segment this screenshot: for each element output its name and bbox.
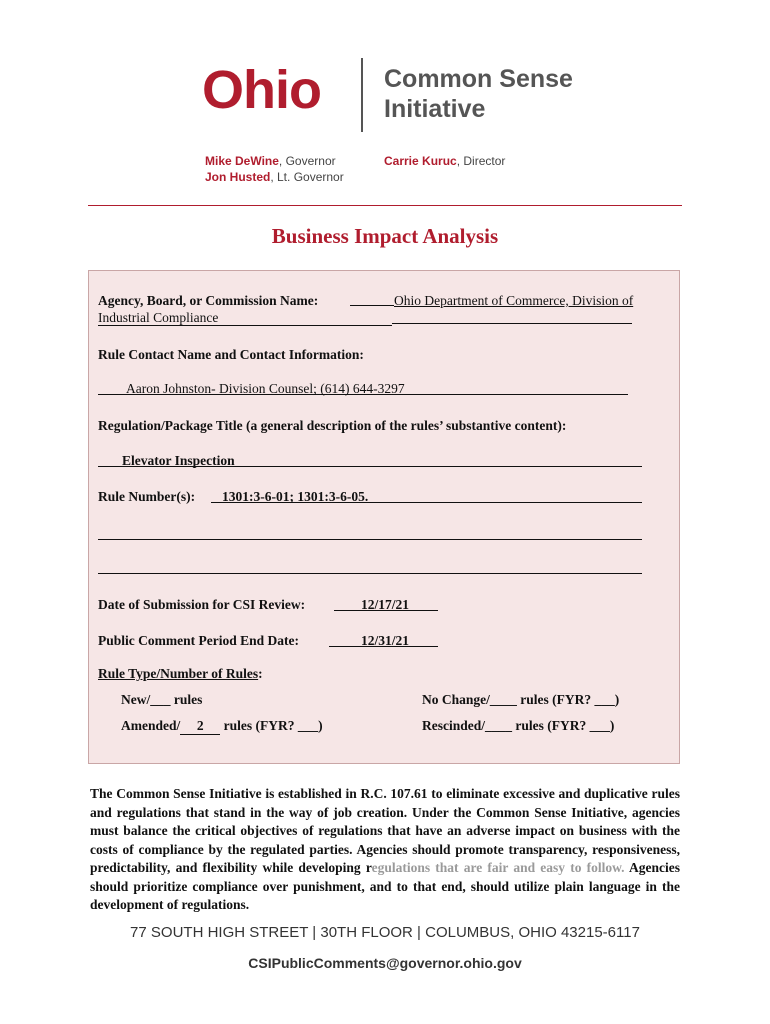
amended-rules	[121, 717, 323, 735]
rule-numbers-label: Rule Number(s):	[98, 489, 196, 504]
rule-numbers-value: 1301:3-6-01; 1301:3-6-05.	[222, 489, 369, 504]
paragraph-part-3: Agencies should prioritize compliance over punishment, and to that end, should utilize plain language in the development of regulations.	[90, 860, 680, 912]
csi-logo-text	[384, 64, 573, 124]
paragraph-part-2: egulations that are fair and easy to follow.	[371, 860, 625, 875]
amended-prefix: Amended/	[121, 718, 181, 733]
governor-name: Mike DeWine	[205, 154, 279, 168]
csi-line-1: Common Sense	[384, 65, 573, 93]
submission-value: 12/17/21	[361, 597, 410, 612]
governor-names	[205, 153, 344, 185]
lt-governor-name: Jon Husted	[205, 170, 271, 184]
regulation-value: Elevator Inspection	[122, 453, 235, 468]
agency-label: Agency, Board, or Commission Name:	[98, 293, 319, 308]
no-change-rules: No Change/____ rules (FYR? ___)	[422, 692, 620, 707]
governor-title: , Governor	[278, 154, 336, 168]
csi-line-2: Initiative	[384, 95, 486, 123]
rule-type-colon: :	[258, 666, 263, 681]
footer-address: 77 SOUTH HIGH STREET | 30TH FLOOR | COLUMBUS, OHIO 43215-6117	[130, 924, 640, 941]
header-rule	[88, 205, 682, 206]
page-title: Business Impact Analysis	[271, 224, 499, 248]
agency-blank-2	[392, 310, 632, 324]
rule-numbers-line-2	[98, 539, 642, 540]
comment-value: 12/31/21	[361, 633, 410, 648]
amended-value: 2	[180, 717, 220, 735]
regulation-label: Regulation/Package Title (a general description of the rules’ substantive content):	[98, 418, 567, 433]
contact-label: Rule Contact Name and Contact Information:	[98, 347, 364, 362]
ohio-logo: Ohio	[202, 60, 321, 120]
paragraph-part-1: The Common Sense Initiative is established in R.C. 107.61 to eliminate excessive and duplicative rules and regulations that stand in the way of job creation. Under the Common Sense Initiative, agencies must balance the critical objectives of regulations that have an adverse impact on business with the costs of compliance by the regulated parties. Agencies should promote transparency, responsiveness, predictability, and flexibility while developing r	[90, 786, 680, 875]
rescinded-rules: Rescinded/____ rules (FYR? ___)	[422, 718, 615, 733]
new-rules: New/___ rules	[121, 692, 203, 707]
logo-divider	[361, 58, 363, 132]
agency-value-line2: Industrial Compliance	[98, 309, 392, 326]
footer-email[interactable]: CSIPublicComments@governor.ohio.gov	[248, 955, 522, 971]
director-name: Carrie Kuruc	[384, 154, 457, 168]
director-info	[384, 153, 505, 169]
contact-value: Aaron Johnston- Division Counsel; (614) 644-3297	[126, 381, 405, 396]
director-title: , Director	[456, 154, 506, 168]
agency-blank	[350, 292, 394, 306]
agency-value-line1: Ohio Department of Commerce, Division of	[394, 293, 634, 308]
form-box	[88, 270, 680, 764]
csi-paragraph	[90, 785, 680, 915]
lt-governor-title: , Lt. Governor	[270, 170, 344, 184]
comment-label: Public Comment Period End Date:	[98, 633, 299, 648]
amended-suffix: rules (FYR? ___)	[223, 718, 323, 733]
rule-type-label: Rule Type/Number of Rules	[98, 666, 259, 681]
rule-numbers-line-3	[98, 573, 642, 574]
submission-label: Date of Submission for CSI Review:	[98, 597, 306, 612]
